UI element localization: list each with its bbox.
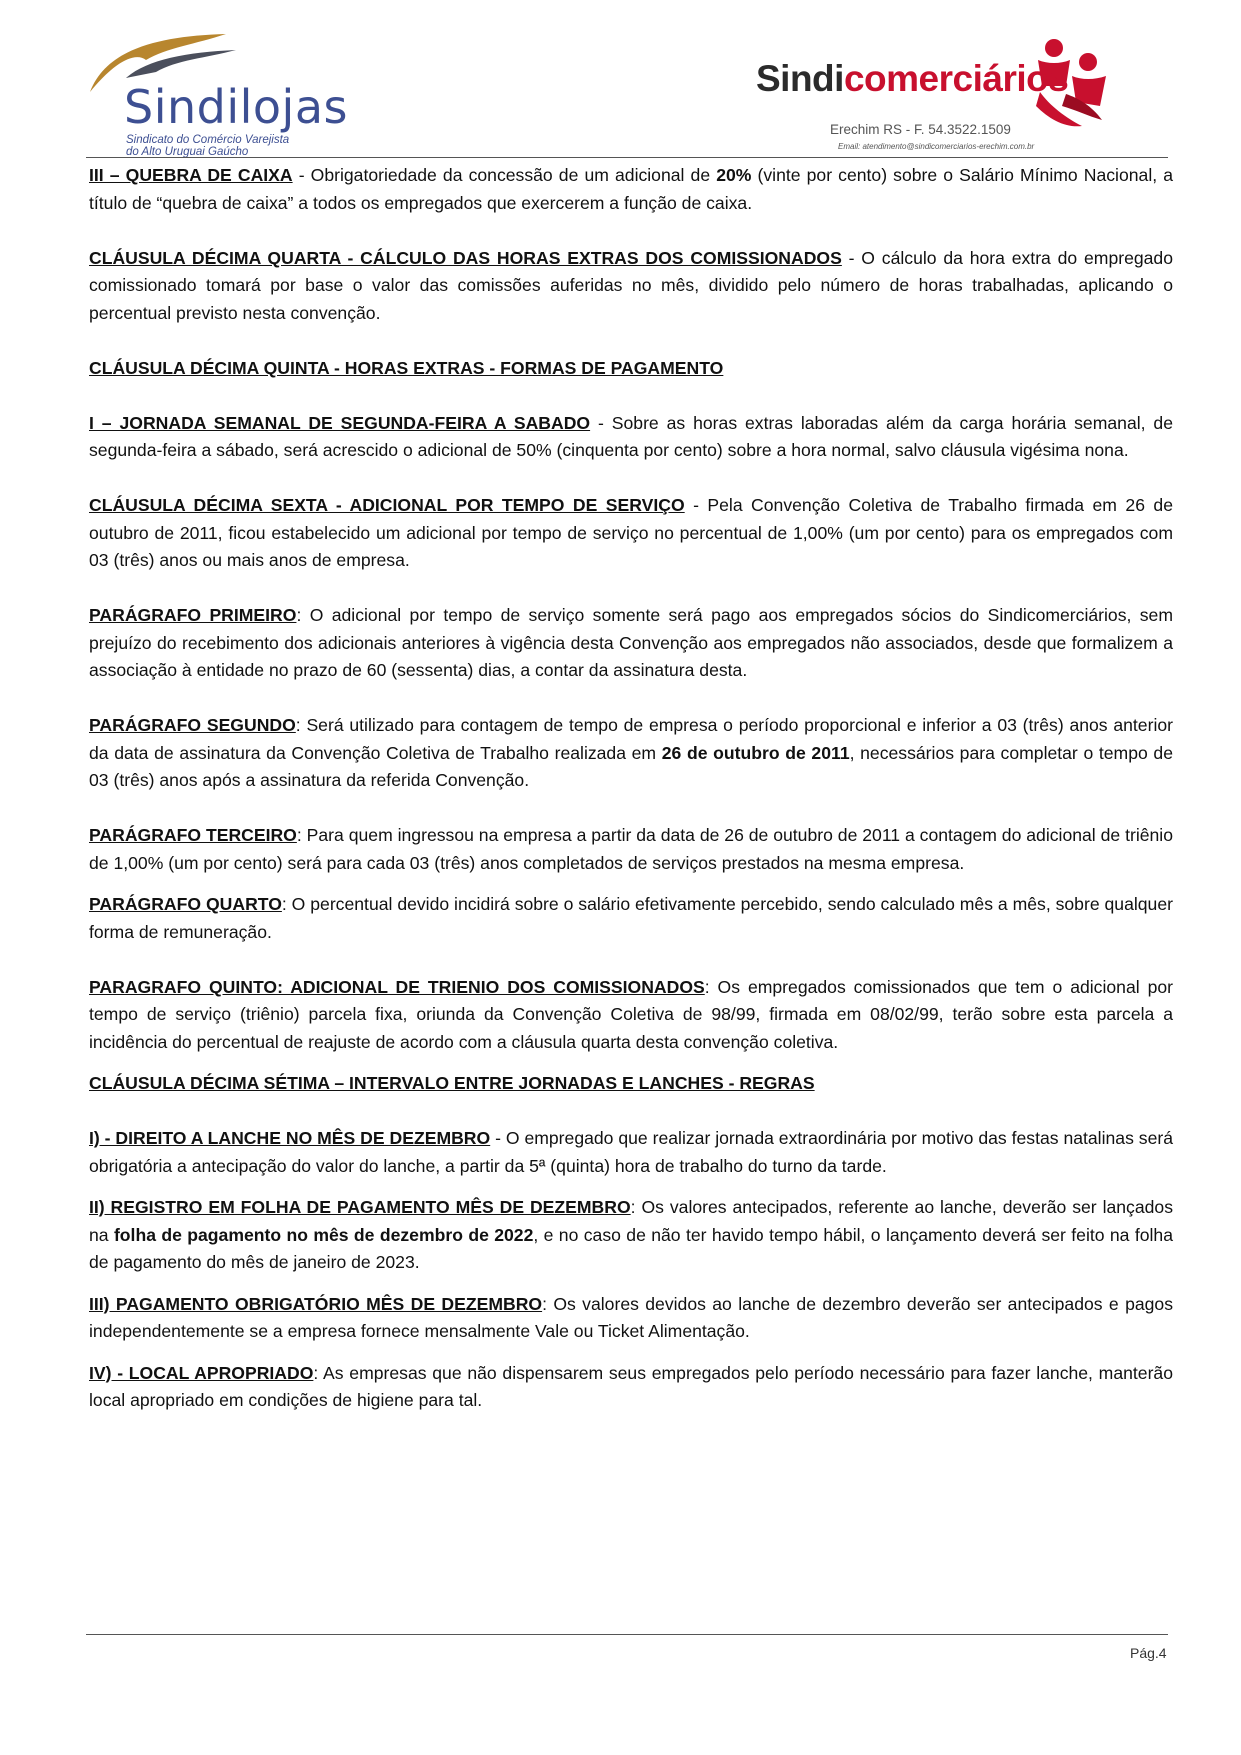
clause-heading: III – QUEBRA DE CAIXA xyxy=(89,165,293,185)
clause-text: : As empresas que não dispensarem seus empregados pelo período necessário para fazer lanche, manterão local apropriado em condições de higiene para tal. xyxy=(89,1362,1173,1410)
paragraph-quinto xyxy=(89,974,1173,1057)
contact-email: Email: atendimento@sindicomerciarios-erechim.com.br xyxy=(838,142,1035,151)
clause-text: : O adicional por tempo de serviço somente será pago aos empregados sócios do Sindicomerciários, sem prejuízo do recebimento dos adicionais anteriores à vigência desta Convenção aos empregados não associados, desde que formalizem a associação à entidade no prazo de 60 (sessenta) dias, a contar da assinatura desta. xyxy=(89,605,1173,680)
sindilojas-logo xyxy=(86,30,386,158)
paragraph-segundo xyxy=(89,712,1173,795)
sindilojas-name: Sindilojas xyxy=(124,80,348,134)
clause-heading: PARAGRAFO QUINTO: ADICIONAL DE TRIENIO DOS COMISSIONADOS xyxy=(89,976,705,997)
sindi-name-part2: comerciários xyxy=(843,58,1069,99)
sindicomerciarios-logo xyxy=(756,36,1116,158)
page-number: Pág.4 xyxy=(1130,1645,1167,1661)
bold-text: folha de pagamento no mês de dezembro de 2022 xyxy=(113,1224,534,1245)
bold-text: 20% xyxy=(716,165,752,185)
paragraph-clausula-15 xyxy=(89,355,1173,383)
paragraph-clausula-14 xyxy=(89,245,1173,328)
paragraph-clausula-17 xyxy=(89,1070,1173,1098)
page-header xyxy=(0,0,1241,160)
clause-heading: PARÁGRAFO SEGUNDO xyxy=(89,715,296,735)
clause-heading: IV) - LOCAL APROPRIADO xyxy=(89,1362,314,1383)
clause-heading: PARÁGRAFO PRIMEIRO xyxy=(89,605,297,625)
paragraph-primeiro xyxy=(89,602,1173,685)
clause-heading: PARÁGRAFO TERCEIRO xyxy=(89,825,297,845)
clause-heading: III) PAGAMENTO OBRIGATÓRIO MÊS DE DEZEMBRO xyxy=(89,1293,543,1314)
document-body xyxy=(89,162,1173,1442)
clause-heading: I) - DIREITO A LANCHE NO MÊS DE DEZEMBRO xyxy=(89,1128,491,1148)
clause-text: , necessários para completar o tempo de 03 (três) anos após a assinatura da referida Convenção. xyxy=(89,742,1174,790)
clause-heading: CLÁUSULA DÉCIMA QUINTA - HORAS EXTRAS - FORMAS DE PAGAMENTO xyxy=(89,357,724,378)
clause-heading: CLÁUSULA DÉCIMA SÉTIMA – INTERVALO ENTRE JORNADAS E LANCHES - REGRAS xyxy=(89,1073,815,1093)
sindilojas-sub-line1: Sindicato do Comércio Varejista xyxy=(126,134,290,146)
header-divider xyxy=(86,157,1168,158)
city-phone: Erechim RS - F. 54.3522.1509 xyxy=(830,122,1011,137)
paragraph-quarto xyxy=(89,891,1173,946)
clause-text: - O cálculo da hora extra do empregado comissionado tomará por base o valor das comissões auferidas no mês, dividido pelo número de horas trabalhadas, aplicando o percentual previsto nesta convenção. xyxy=(89,247,1174,323)
clause-text: : Será utilizado para contagem de tempo de empresa o período proporcional e inferior a 03 (três) anos anterior da data de assinatura da Convenção Coletiva de Trabalho realizada em xyxy=(89,715,1174,763)
paragraph-registro-folha xyxy=(89,1194,1173,1277)
sindicomerciarios-name xyxy=(756,60,1068,97)
paragraph-jornada-semanal xyxy=(89,410,1173,465)
paragraph-pagamento-obrigatorio xyxy=(89,1291,1173,1346)
sindilojas-sub-line2: do Alto Uruguai Gaúcho xyxy=(126,146,249,158)
clause-text: - Obrigatoriedade da concessão de um adicional de xyxy=(292,165,717,185)
paragraph-direito-lanche xyxy=(89,1125,1173,1180)
paragraph-local-apropriado xyxy=(89,1360,1173,1415)
clause-text: : Os empregados comissionados que tem o adicional por tempo de serviço (triênio) parcela fixa, oriunda da Convenção Coletiva de 98/99, firmada em 08/02/99, terão sobre esta parcela a incidência do percentual de reajuste de acordo com a cláusula quarta desta convenção coletiva. xyxy=(89,976,1173,1052)
clause-text: : Para quem ingressou na empresa a partir da data de 26 de outubro de 2011 a contagem do adicional de triênio de 1,00% (um por cento) será para cada 03 (três) anos completados de serviços prestados na mesma empresa. xyxy=(89,825,1173,873)
clause-text: , e no caso de não ter havido tempo hábil, o lançamento deverá ser feito na folha de pagamento do mês de janeiro de 2023. xyxy=(89,1224,1173,1272)
clause-text: : Os valores antecipados, referente ao lanche, deverão ser lançados na xyxy=(89,1197,1173,1245)
clause-text: - Sobre as horas extras laboradas além da carga horária semanal, de segunda-feira a sábado, será acrescido o adicional de 50% (cinquenta por cento) sobre a hora normal, salvo cláusula vigésima nona. xyxy=(89,412,1173,460)
footer-divider xyxy=(86,1634,1168,1635)
clause-text: - O empregado que realizar jornada extraordinária por motivo das festas natalinas será obrigatória a antecipação do valor do lanche, a partir da 5ª (quinta) hora de trabalho do turno da tarde. xyxy=(89,1128,1173,1176)
bold-text: 26 de outubro de 2011 xyxy=(661,742,850,763)
clause-heading: I – JORNADA SEMANAL DE SEGUNDA-FEIRA A SABADO xyxy=(89,412,591,433)
clause-heading: PARÁGRAFO QUARTO xyxy=(89,894,282,914)
clause-text: (vinte por cento) sobre o Salário Mínimo Nacional, a título de “quebra de caixa” a todos os empregados que exercerem a função de caixa. xyxy=(89,165,1173,213)
clause-text: - Pela Convenção Coletiva de Trabalho firmada em 26 de outubro de 2011, ficou estabelecido um adicional por tempo de serviço no percentual de 1,00% (um por cento) para os empregados com 03 (três) anos ou mais anos de empresa. xyxy=(89,495,1173,570)
paragraph-quebra-de-caixa xyxy=(89,162,1173,217)
clause-heading: CLÁUSULA DÉCIMA SEXTA - ADICIONAL POR TEMPO DE SERVIÇO xyxy=(89,495,685,515)
clause-text: : O percentual devido incidirá sobre o salário efetivamente percebido, sendo calculado mês a mês, sobre qualquer forma de remuneração. xyxy=(89,894,1173,942)
clause-text: : Os valores devidos ao lanche de dezembro deverão ser antecipados e pagos independentemente se a empresa fornece mensalmente Vale ou Ticket Alimentação. xyxy=(89,1293,1174,1341)
sindi-name-part1: Sindi xyxy=(756,58,844,99)
clause-heading: CLÁUSULA DÉCIMA QUARTA - CÁLCULO DAS HORAS EXTRAS DOS COMISSIONADOS xyxy=(89,247,842,268)
paragraph-clausula-16 xyxy=(89,492,1173,575)
sindilojas-subtitle xyxy=(126,134,289,158)
paragraph-terceiro xyxy=(89,822,1173,877)
clause-heading: II) REGISTRO EM FOLHA DE PAGAMENTO MÊS DE DEZEMBRO xyxy=(89,1197,631,1217)
